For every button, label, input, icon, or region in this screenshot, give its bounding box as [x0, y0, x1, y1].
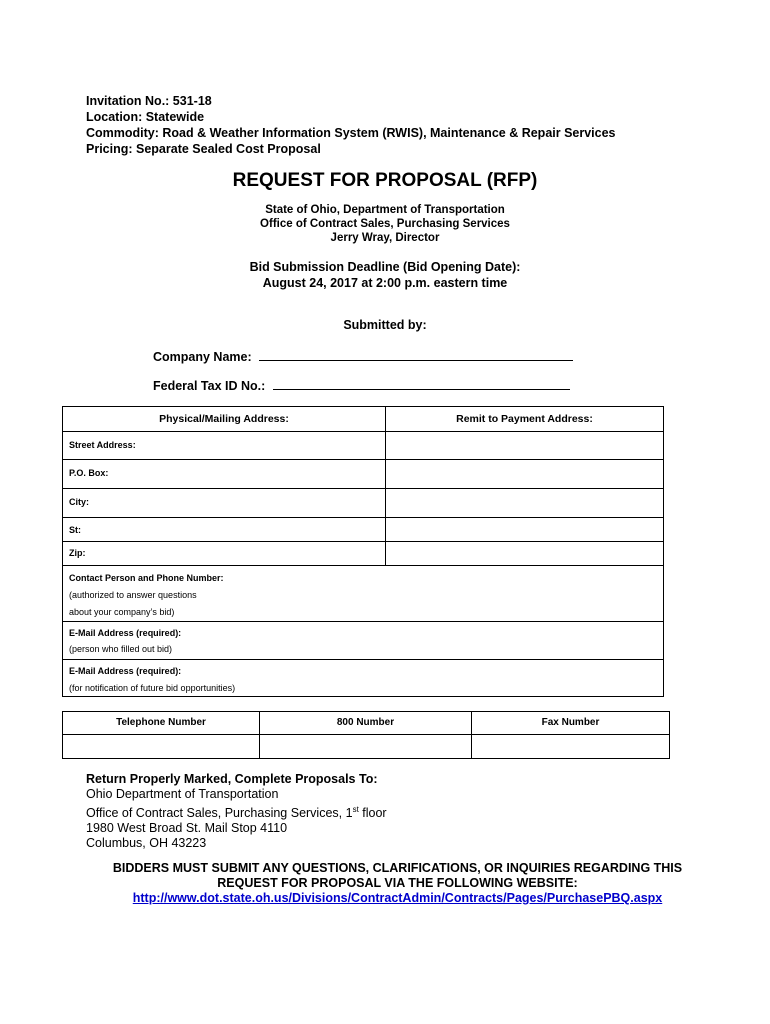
page-title: REQUEST FOR PROPOSAL (RFP) — [232, 170, 538, 191]
po-box-label: P.O. Box: — [69, 468, 109, 478]
street-remit-cell[interactable] — [386, 432, 663, 459]
agency-block — [0, 203, 770, 245]
zip-label: Zip: — [69, 548, 86, 558]
physical-address-header: Physical/Mailing Address: — [159, 413, 289, 425]
phone-table-header — [63, 712, 669, 735]
return-address-block — [86, 772, 387, 851]
notice-line-2: REQUEST FOR PROPOSAL VIA THE FOLLOWING WEBSITE: — [217, 876, 578, 890]
state-row — [63, 517, 663, 541]
po-box-remit-cell[interactable] — [386, 460, 663, 488]
800-number-cell[interactable] — [260, 735, 472, 758]
email-filler-label: E-Mail Address (required): — [69, 628, 182, 638]
telephone-header: Telephone Number — [116, 717, 206, 728]
contact-label: Contact Person and Phone Number: — [69, 573, 224, 583]
contact-note-2: about your company’s bid) — [69, 607, 175, 617]
street-label: Street Address: — [69, 440, 136, 450]
city-physical-cell[interactable] — [63, 489, 386, 517]
remit-address-header: Remit to Payment Address: — [456, 413, 593, 425]
deadline-date: August 24, 2017 at 2:00 p.m. eastern time — [262, 276, 508, 290]
zip-remit-cell[interactable] — [386, 542, 663, 565]
state-physical-cell[interactable] — [63, 518, 386, 541]
header-info — [86, 93, 616, 157]
commodity: Commodity: Road & Weather Information System (RWIS), Maintenance & Repair Services — [86, 126, 616, 140]
address-table-header — [63, 407, 663, 431]
return-line-2: Office of Contract Sales, Purchasing Services, 1st floor — [86, 805, 387, 821]
deadline-block — [0, 259, 770, 291]
bidder-notice — [0, 861, 770, 891]
state-label: St: — [69, 525, 81, 535]
agency-line-1: State of Ohio, Department of Transportation — [265, 204, 505, 216]
city-label: City: — [69, 497, 89, 507]
phone-table-values — [63, 735, 669, 758]
contact-row[interactable] — [63, 565, 663, 621]
federal-tax-row — [153, 377, 570, 393]
email-filler-note: (person who filled out bid) — [69, 644, 173, 654]
company-name-field[interactable] — [259, 348, 573, 361]
zip-physical-cell[interactable] — [63, 542, 386, 565]
federal-tax-label: Federal Tax ID No.: — [153, 379, 266, 393]
phone-table — [62, 711, 670, 759]
contact-note-1: (authorized to answer questions — [69, 590, 197, 600]
invitation-number: Invitation No.: 531-18 — [86, 94, 212, 108]
fax-header: Fax Number — [541, 717, 600, 728]
fax-cell[interactable] — [472, 735, 669, 758]
email-filler-row[interactable] — [63, 621, 663, 659]
telephone-cell[interactable] — [63, 735, 260, 758]
company-name-label: Company Name: — [153, 350, 252, 364]
800-number-header: 800 Number — [336, 717, 395, 728]
email-notification-label: E-Mail Address (required): — [69, 666, 182, 676]
federal-tax-field[interactable] — [273, 377, 570, 390]
city-row — [63, 488, 663, 517]
deadline-label: Bid Submission Deadline (Bid Opening Date): — [249, 260, 521, 274]
agency-line-3: Jerry Wray, Director — [330, 232, 440, 244]
po-box-row — [63, 459, 663, 488]
return-line-4: Columbus, OH 43223 — [86, 836, 207, 851]
company-name-row — [153, 348, 573, 364]
website-link[interactable]: http://www.dot.state.oh.us/Divisions/ContractAdmin/Contracts/Pages/PurchasePBQ.aspx — [132, 891, 663, 905]
email-notification-row[interactable] — [63, 659, 663, 696]
email-notification-note: (for notification of future bid opportunities) — [69, 683, 236, 693]
address-table — [62, 406, 664, 697]
return-line-1: Ohio Department of Transportation — [86, 787, 279, 801]
po-box-physical-cell[interactable] — [63, 460, 386, 488]
pricing: Pricing: Separate Sealed Cost Proposal — [86, 142, 321, 156]
submitted-by-heading: Submitted by: — [343, 318, 427, 332]
return-heading: Return Properly Marked, Complete Proposals To: — [86, 772, 378, 786]
notice-line-1: BIDDERS MUST SUBMIT ANY QUESTIONS, CLARIFICATIONS, OR INQUIRIES REGARDING THIS — [112, 861, 683, 875]
return-line-3: 1980 West Broad St. Mail Stop 4110 — [86, 821, 288, 836]
street-row — [63, 431, 663, 459]
zip-row — [63, 541, 663, 565]
city-remit-cell[interactable] — [386, 489, 663, 517]
agency-line-2: Office of Contract Sales, Purchasing Services — [260, 218, 510, 230]
location: Location: Statewide — [86, 110, 205, 124]
street-physical-cell[interactable] — [63, 432, 386, 459]
state-remit-cell[interactable] — [386, 518, 663, 541]
